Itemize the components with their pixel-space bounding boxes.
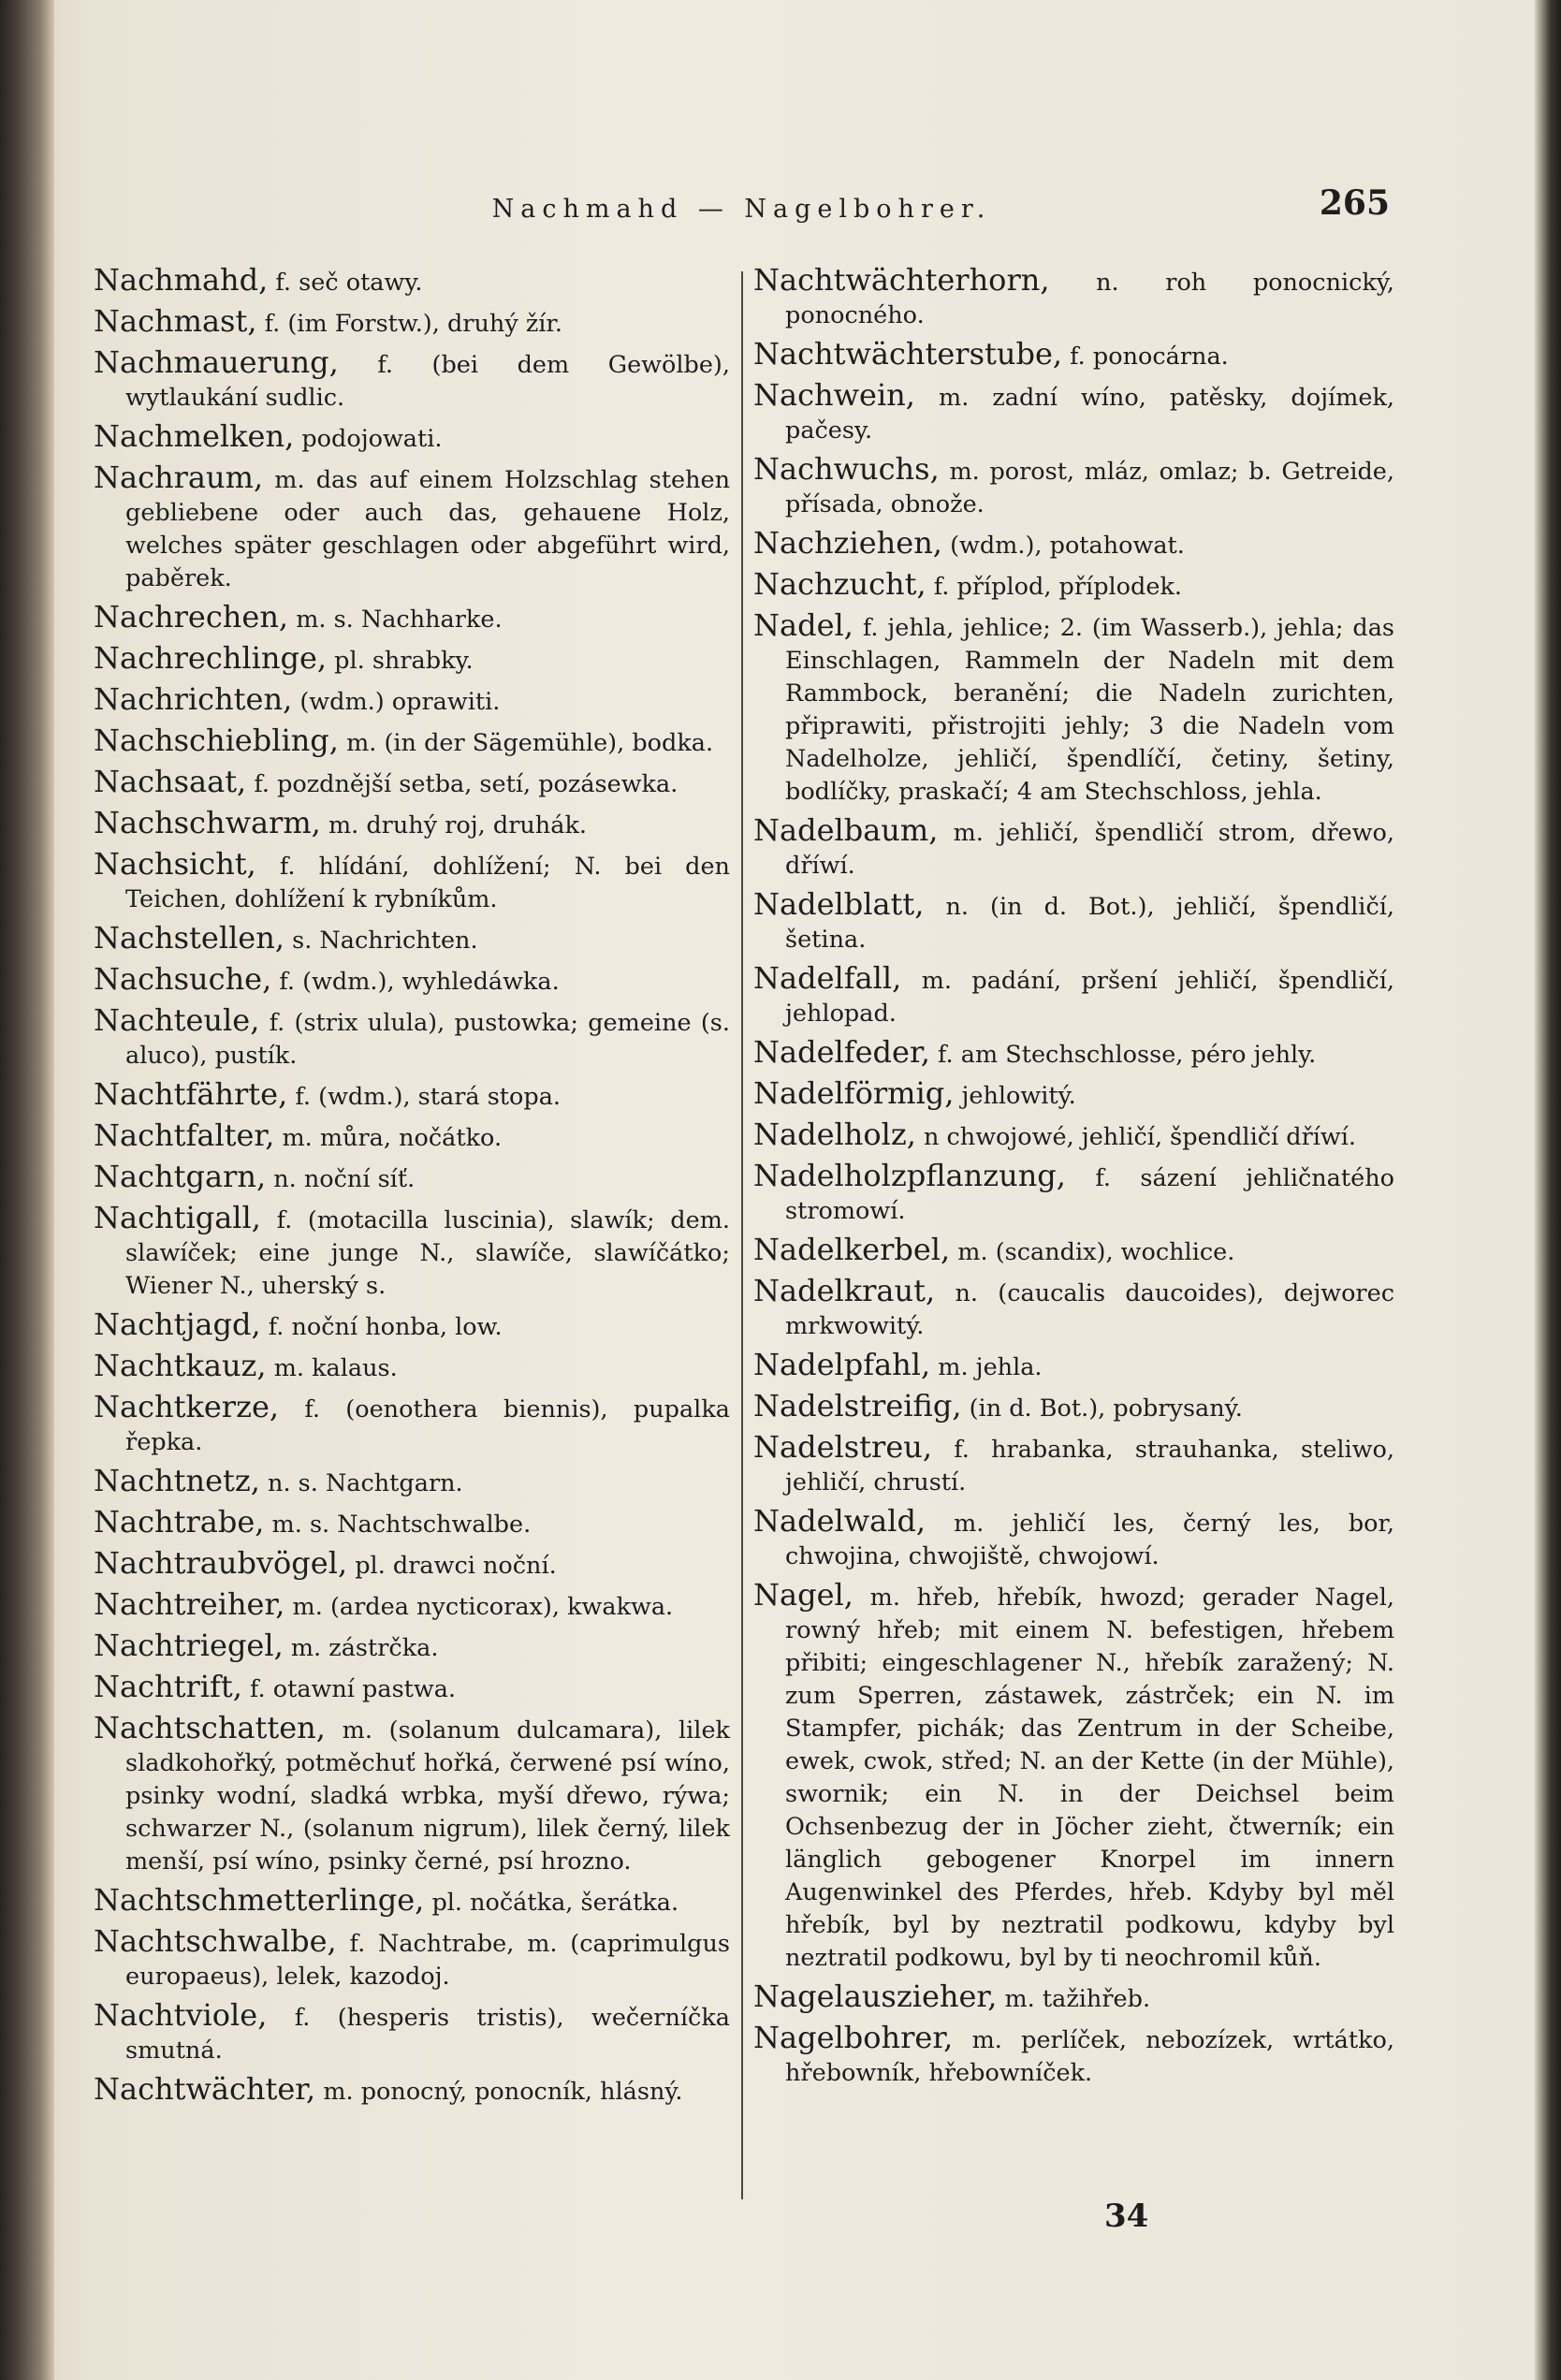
entry-definition: m. padání, pršení jehličí, špendličí, jehlopad. <box>785 967 1394 1028</box>
entry-definition: n. noční síť. <box>273 1165 416 1193</box>
entry-definition: n. roh ponocnický, ponocného. <box>785 269 1394 329</box>
entry-definition: m. das auf einem Holzschlag stehen gebliebene oder auch das, gehauene Holz, welches später geschlagen oder abgeführt wird, paběrek. <box>125 466 731 592</box>
dictionary-entry <box>753 2022 1394 2090</box>
entry-headword: Nachtkauz, <box>94 1348 267 1383</box>
dictionary-entry <box>94 683 730 719</box>
entry-headword: Nachzucht, <box>753 566 926 602</box>
entry-headword: Nadelfall, <box>753 960 902 996</box>
dictionary-entry <box>94 963 730 999</box>
dictionary-entry <box>94 1671 730 1706</box>
dictionary-entry <box>94 346 730 415</box>
dictionary-entry <box>94 1350 730 1385</box>
entry-definition: m. porost, mláz, omlaz; b. Getreide, přísada, obnože. <box>785 458 1395 518</box>
entry-definition: f. (wdm.), stará stopa. <box>295 1083 562 1111</box>
entry-headword: Nadelfeder, <box>753 1034 930 1070</box>
entry-definition: m. s. Nachharke. <box>296 606 503 634</box>
entry-definition: f. seč otawy. <box>275 269 423 297</box>
entry-headword: Nachrechlinge, <box>94 640 328 676</box>
dictionary-entry <box>94 2073 730 2109</box>
entry-headword: Nadelstreifig, <box>753 1388 962 1424</box>
dictionary-entry <box>94 1202 730 1303</box>
entry-headword: Nachtwächterstube, <box>753 336 1063 372</box>
dictionary-entry <box>94 848 730 916</box>
entry-headword: Nadelholz, <box>753 1117 916 1152</box>
entry-headword: Nachtfährte, <box>94 1076 288 1112</box>
entry-definition: (wdm.) oprawiti. <box>299 688 501 716</box>
entry-definition: m. (in der Sägemühle), bodka. <box>346 729 714 757</box>
entry-definition: f. hlídání, dohlížení; N. bei den Teichen, dohlížení k rybníkům. <box>125 853 730 913</box>
dictionary-entry <box>94 766 730 801</box>
dictionary-entry <box>753 1390 1394 1425</box>
entry-definition: f. otawní pastwa. <box>249 1675 457 1703</box>
entry-definition: f. ponocárna. <box>1070 343 1229 371</box>
dictionary-entry <box>94 724 730 760</box>
dictionary-entry <box>94 1925 730 1993</box>
entry-definition: f. (bei dem Gewölbe), wytlaukání sudlic. <box>125 351 730 412</box>
right-column <box>753 264 1394 2095</box>
dictionary-entry <box>94 1308 730 1344</box>
dictionary-entry <box>94 1161 730 1196</box>
entry-headword: Nachtschatten, <box>94 1710 326 1745</box>
entry-headword: Nachtwächter, <box>94 2071 316 2107</box>
dictionary-entry <box>753 962 1394 1030</box>
entry-headword: Nachrichten, <box>94 681 293 717</box>
column-divider <box>741 271 743 2199</box>
dictionary-entry <box>753 814 1394 883</box>
dictionary-entry <box>753 1505 1394 1573</box>
entry-headword: Nachsaat, <box>94 764 247 799</box>
dictionary-entry <box>94 1999 730 2067</box>
entry-definition: f. am Stechschlosse, péro jehly. <box>938 1041 1317 1069</box>
entry-definition: m. kalaus. <box>273 1354 398 1382</box>
dictionary-entry <box>753 379 1394 447</box>
dictionary-entry <box>753 1234 1394 1269</box>
entry-headword: Nachtreiher, <box>94 1586 285 1622</box>
page-number: 265 <box>1319 183 1390 223</box>
entry-definition: s. Nachrichten. <box>292 927 478 955</box>
dictionary-entry <box>94 305 730 341</box>
entry-headword: Nachtviole, <box>94 1997 268 2033</box>
dictionary-entry <box>753 1077 1394 1113</box>
entry-definition: m. můra, nočátko. <box>282 1124 503 1152</box>
entry-definition: m. (scandix), wochlice. <box>957 1238 1235 1266</box>
entry-definition: (wdm.), potahowat. <box>950 532 1185 560</box>
dictionary-entry <box>94 922 730 957</box>
entry-headword: Nachschiebling, <box>94 723 339 758</box>
entry-headword: Nachsuche, <box>94 961 272 997</box>
dictionary-entry <box>94 807 730 842</box>
entry-headword: Nachtraubvögel, <box>94 1545 348 1581</box>
entry-definition: pl. drawci noční. <box>355 1552 557 1580</box>
entry-definition: m. hřeb, hřebík, hwozd; gerader Nagel, rowný hřeb; mit einem N. befestigen, hřebem přibiti; eingeschlagener N., hřebík zaražený; N. zum Sperren, zástawek, zástrček; ein N. im Stampfer, pichák; das Zentrum in der Scheibe, ewek, cwok, střed; N. an der Kette (in der Mühle), swornik; ein N. in der Deichsel beim Ochsenbezug der in Jöcher zieht, čtwerník; ein länglich gebogener Knorpel im innern Augenwinkel des Pferdes, hřeb. Kdyby byl měl hřebík, byl by neztratil podkowu, kdyby byl neztratil podkowu, byl by ti neochromil kůň. <box>785 1584 1394 1972</box>
dictionary-entry <box>94 264 730 299</box>
entry-definition: f. sázení jehličnatého stromowí. <box>785 1164 1394 1225</box>
entry-definition: m. perlíček, nebozízek, wrtátko, hřebowník, hřebowníček. <box>785 2026 1395 2087</box>
left-column <box>94 264 730 2114</box>
dictionary-entry <box>94 1004 730 1073</box>
entry-definition: pl. nočátka, šerátka. <box>431 1889 679 1917</box>
entry-headword: Nachtrift, <box>94 1669 242 1704</box>
entry-headword: Nachsicht, <box>94 846 256 882</box>
entry-definition: m. (ardea nycticorax), kwakwa. <box>292 1593 674 1621</box>
dictionary-entry <box>94 1465 730 1500</box>
entry-headword: Nagelauszieher, <box>753 1978 998 2014</box>
entry-headword: Nadelbaum, <box>753 812 939 848</box>
entry-headword: Nachtriegel, <box>94 1628 284 1663</box>
entry-definition: m. tažihřeb. <box>1004 1985 1151 2013</box>
entry-headword: Nadelkerbel, <box>753 1232 951 1267</box>
entry-definition: m. zástrčka. <box>290 1634 439 1662</box>
entry-headword: Nachmelken, <box>94 418 295 454</box>
entry-headword: Nachwein, <box>753 377 915 413</box>
entry-definition: f. jehla, jehlice; 2. (im Wasserb.), jehla; das Einschlagen, Rammeln der Nadeln mit dem Rammbock, beranění; die Nadeln zurichten, připrawiti, přistrojiti jehly; 3 die Nadeln vom Nadelholze, jehličí, špendlíčí, četiny, šetiny, bodlíčky, praskačí; 4 am Stechschloss, jehla. <box>785 614 1395 806</box>
dictionary-entry <box>753 1118 1394 1154</box>
dictionary-entry <box>94 1588 730 1624</box>
dictionary-entry <box>94 1119 730 1155</box>
entry-definition: m. zadní wíno, patěsky, dojímek, pačesy. <box>785 384 1394 445</box>
entry-definition: m. jehličí les, černý les, bor, chwojina, chwojiště, chwojowí. <box>785 1510 1395 1570</box>
page-edge-shadow <box>1535 0 1561 2380</box>
dictionary-entry <box>753 1579 1394 1975</box>
dictionary-entry <box>753 1275 1394 1343</box>
dictionary-entry <box>94 1629 730 1665</box>
dictionary-entry <box>753 609 1394 809</box>
entry-definition: f. (wdm.), wyhledáwka. <box>279 968 560 996</box>
entry-definition: f. (motacilla luscinia), slawík; dem. slawíček; eine junge N., slawíče, slawíčátko; Wiener N., uherský s. <box>125 1206 730 1300</box>
entry-definition: f. noční honba, low. <box>268 1313 503 1341</box>
dictionary-entry <box>94 601 730 636</box>
entry-definition: m. jehličí, špendličí strom, dřewo, dříwí. <box>785 819 1395 880</box>
entry-definition: (in d. Bot.), pobrysaný. <box>969 1394 1243 1423</box>
entry-headword: Nachtschwalbe, <box>94 1923 337 1959</box>
dictionary-entry <box>94 1078 730 1114</box>
entry-definition: f. Nachtrabe, m. (caprimulgus europaeus), lelek, kazodoj. <box>125 1930 731 1991</box>
entry-headword: Nachschwarm, <box>94 805 321 840</box>
entry-headword: Nadelstreu, <box>753 1429 933 1465</box>
entry-headword: Nadel, <box>753 607 853 643</box>
dictionary-entry <box>753 1349 1394 1384</box>
entry-headword: Nachteule, <box>94 1002 260 1038</box>
entry-definition: m. ponocný, ponocník, hlásný. <box>323 2078 683 2106</box>
entry-headword: Nachtrabe, <box>94 1504 265 1540</box>
entry-definition: m. jehla. <box>938 1353 1043 1381</box>
entry-definition: f. (im Forstw.), druhý žír. <box>264 310 562 338</box>
running-head <box>94 183 1390 240</box>
entry-headword: Nachtkerze, <box>94 1389 280 1424</box>
dictionary-entry <box>94 1884 730 1920</box>
dictionary-entry <box>753 1431 1394 1499</box>
entry-headword: Nachtschmetterlinge, <box>94 1882 425 1918</box>
entry-definition: n. (in d. Bot.), jehličí, špendličí, šetina. <box>785 893 1395 954</box>
entry-headword: Nachmast, <box>94 303 257 339</box>
entry-definition: m. druhý roj, druhák. <box>328 811 587 840</box>
entry-headword: Nachtnetz, <box>94 1463 260 1498</box>
running-head-title: Nachmahd — Nagelbohrer. <box>491 195 992 224</box>
entry-headword: Nachmauerung, <box>94 344 339 380</box>
entry-headword: Nachwuchs, <box>753 451 940 487</box>
entry-definition: f. (hesperis tristis), wečerníčka smutná. <box>125 2004 730 2065</box>
dictionary-entry <box>753 888 1394 956</box>
entry-headword: Nachtgarn, <box>94 1159 267 1194</box>
dictionary-entry <box>753 453 1394 521</box>
entry-headword: Nachtfalter, <box>94 1117 275 1153</box>
entry-definition: f. pozdnější setba, setí, pozásewka. <box>254 770 678 798</box>
entry-definition: n. s. Nachtgarn. <box>268 1469 463 1497</box>
dictionary-entry <box>753 1036 1394 1072</box>
entry-headword: Nadelkraut, <box>753 1273 936 1308</box>
entry-definition: m. s. Nachtschwalbe. <box>271 1511 532 1539</box>
entry-headword: Nadelblatt, <box>753 886 925 922</box>
dictionary-entry <box>94 1712 730 1878</box>
entry-headword: Nachtjagd, <box>94 1307 261 1342</box>
dictionary-entry <box>94 461 730 595</box>
entry-headword: Nachrechen, <box>94 599 289 635</box>
entry-headword: Nadelpfahl, <box>753 1347 931 1382</box>
entry-headword: Nagel, <box>753 1577 853 1613</box>
dictionary-entry <box>94 1506 730 1541</box>
entry-headword: Nachmahd, <box>94 262 269 298</box>
dictionary-entry <box>753 1980 1394 2016</box>
entry-definition: n. (caucalis daucoides), dejworec mrkwowitý. <box>785 1279 1394 1340</box>
dictionary-entry <box>94 642 730 678</box>
entry-headword: Nadelförmig, <box>753 1075 955 1111</box>
entry-definition: n chwojowé, jehličí, špendličí dříwí. <box>923 1123 1357 1151</box>
dictionary-entry <box>94 1391 730 1459</box>
signature-mark: 34 <box>1104 2197 1149 2235</box>
dictionary-entry <box>94 1547 730 1583</box>
entry-definition: f. (oenothera biennis), pupalka řepka. <box>125 1395 730 1456</box>
entry-definition: f. hrabanka, strauhanka, steliwo, jehličí, chrustí. <box>785 1436 1394 1497</box>
dictionary-entry <box>753 264 1394 332</box>
entry-headword: Nachtwächterhorn, <box>753 262 1050 298</box>
entry-headword: Nachtigall, <box>94 1200 261 1235</box>
dictionary-entry <box>753 568 1394 604</box>
entry-definition: jehlowitý. <box>961 1082 1076 1110</box>
entry-definition: f. (strix ulula), pustowka; gemeine (s. aluco), pustík. <box>125 1009 730 1070</box>
book-binding-shadow <box>0 0 54 2380</box>
entry-definition: pl. shrabky. <box>334 647 474 675</box>
entry-definition: f. příplod, příplodek. <box>933 573 1182 601</box>
entry-headword: Nadelholzpflanzung, <box>753 1158 1066 1193</box>
entry-definition: podojowati. <box>301 425 443 453</box>
dictionary-entry <box>753 527 1394 562</box>
entry-headword: Nadelwald, <box>753 1503 926 1539</box>
entry-headword: Nachziehen, <box>753 525 942 561</box>
entry-headword: Nagelbohrer, <box>753 2020 954 2055</box>
dictionary-entry <box>753 338 1394 373</box>
dictionary-entry <box>753 1160 1394 1228</box>
dictionary-entry <box>94 420 730 456</box>
entry-headword: Nachraum, <box>94 460 264 495</box>
entry-definition: m. (solanum dulcamara), lilek sladkohořký, potměchuť hořká, čerwené psí wíno, psinky wodní, sladká wrbka, myší dřewo, rýwa; schwarzer N., (solanum nigrum), lilek černý, lilek menší, psí wíno, psinky černé, psí hrozno. <box>125 1716 730 1876</box>
entry-headword: Nachstellen, <box>94 920 285 956</box>
